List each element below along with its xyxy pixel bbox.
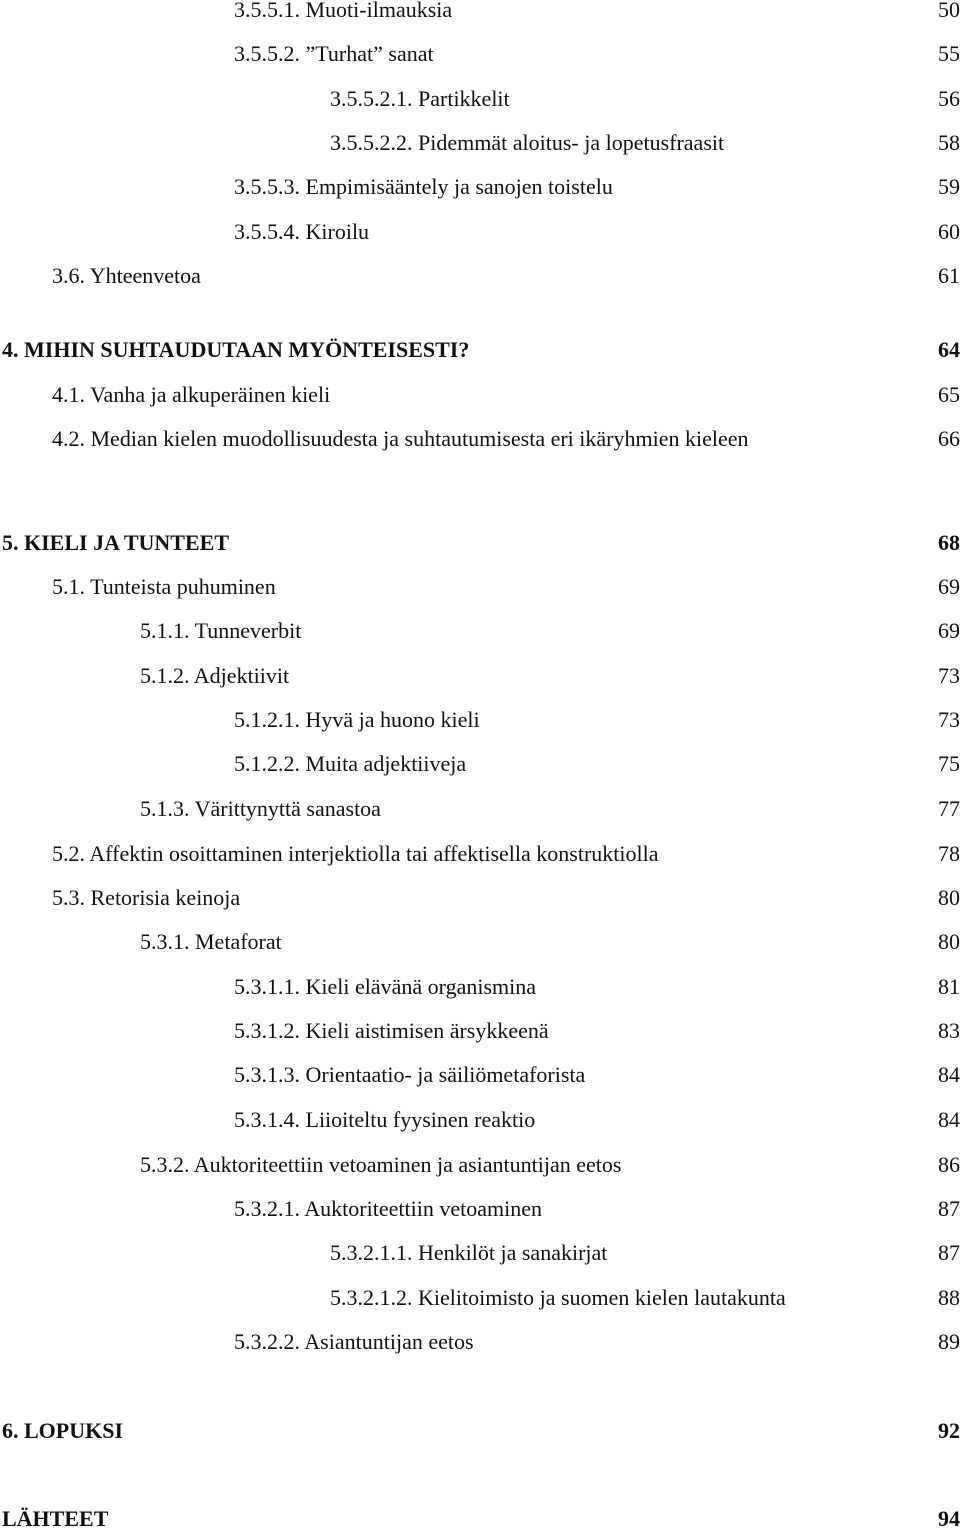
toc-entry bbox=[0, 261, 960, 291]
toc-entry bbox=[0, 1327, 960, 1357]
toc-entry-number: 3.5.5.1. bbox=[234, 0, 300, 22]
toc-page-number: 86 bbox=[938, 1152, 960, 1177]
toc-entry-title: Henkilöt ja sanakirjat bbox=[418, 1240, 608, 1265]
toc-entry bbox=[0, 335, 960, 365]
toc-entry bbox=[0, 1283, 960, 1313]
toc-page-number: 64 bbox=[938, 337, 960, 362]
toc-entry-number: 5.3.1. bbox=[140, 929, 190, 954]
toc-entry-number: 5.1. bbox=[52, 574, 85, 599]
toc-entry-title: Affektin osoittaminen interjektiolla tai affektisella konstruktiolla bbox=[89, 841, 659, 866]
toc-entry-title: Tunteista puhuminen bbox=[90, 574, 276, 599]
toc-entry-title: Partikkelit bbox=[418, 86, 510, 111]
toc-entry-label bbox=[52, 883, 240, 913]
toc-entry-title: Kielitoimisto ja suomen kielen lautakunta bbox=[418, 1285, 786, 1310]
toc-entry-label bbox=[234, 1016, 549, 1046]
toc-entry bbox=[0, 172, 960, 202]
toc-page-number: 59 bbox=[938, 174, 960, 199]
toc-entry-label bbox=[330, 84, 510, 114]
toc-entry-number: 3.5.5.2.1. bbox=[330, 86, 413, 111]
toc-page-number: 73 bbox=[938, 707, 960, 732]
toc-entry-label bbox=[140, 616, 301, 646]
toc-page-number: 80 bbox=[938, 929, 960, 954]
toc-entry-number: 5.3.2.2. bbox=[234, 1329, 300, 1354]
toc-entry-title: Orientaatio- ja säiliömetaforista bbox=[305, 1062, 586, 1087]
toc-page-number: 87 bbox=[938, 1196, 960, 1221]
toc-entry-title: Muoti-ilmauksia bbox=[305, 0, 453, 22]
toc-entry-label bbox=[234, 1060, 585, 1090]
toc-entry-label bbox=[234, 0, 452, 25]
toc-entry-title: Metaforat bbox=[195, 929, 282, 954]
toc-entry-number: 6. bbox=[2, 1418, 19, 1443]
toc-page-number: 78 bbox=[938, 841, 960, 866]
toc-page-number: 56 bbox=[938, 86, 960, 111]
toc-entry-number: 3.6. bbox=[52, 263, 85, 288]
toc-entry-label bbox=[234, 172, 613, 202]
toc-entry bbox=[0, 217, 960, 247]
toc-entry bbox=[0, 424, 960, 454]
toc-entry-title: Empimisääntely ja sanojen toistelu bbox=[305, 174, 613, 199]
toc-entry-title: KIELI JA TUNTEET bbox=[24, 530, 230, 555]
toc-entry-title: Muita adjektiiveja bbox=[305, 751, 467, 776]
toc-entry-title: Kieli elävänä organismina bbox=[305, 974, 537, 999]
toc-entry bbox=[0, 572, 960, 602]
toc-entry-number: 5.3.2.1.1. bbox=[330, 1240, 413, 1265]
toc-entry-number: 5.1.2.2. bbox=[234, 751, 300, 776]
toc-entry-number: 5.3.1.4. bbox=[234, 1107, 300, 1132]
toc-entry-title: Adjektiivit bbox=[193, 663, 290, 688]
toc-entry bbox=[0, 1238, 960, 1268]
toc-entry-label bbox=[234, 1105, 535, 1135]
toc-entry bbox=[0, 1060, 960, 1090]
toc-entry-title: Auktoriteettiin vetoaminen ja asiantuntijan eetos bbox=[193, 1152, 622, 1177]
toc-entry-title: Yhteenvetoa bbox=[89, 263, 201, 288]
toc-page-number: 84 bbox=[938, 1107, 960, 1132]
toc-entry-label bbox=[140, 1150, 621, 1180]
toc-entry-number: 3.5.5.4. bbox=[234, 219, 300, 244]
toc-entry-title: LOPUKSI bbox=[24, 1418, 124, 1443]
toc-entry-title: Värittynyttä sanastoa bbox=[194, 796, 381, 821]
toc-entry bbox=[0, 705, 960, 735]
toc-page-number: 81 bbox=[938, 974, 960, 999]
toc-entry-title: Asiantuntijan eetos bbox=[304, 1329, 474, 1354]
toc-entry-number: 5. bbox=[2, 530, 19, 555]
toc-entry-title: Pidemmät aloitus- ja lopetusfraasit bbox=[418, 130, 725, 155]
toc-entry bbox=[0, 1194, 960, 1224]
toc-page-number: 69 bbox=[938, 618, 960, 643]
toc-page-number: 65 bbox=[938, 382, 960, 407]
toc-entry-title: Liioiteltu fyysinen reaktio bbox=[305, 1107, 536, 1132]
toc-entry-number: 5.3.2. bbox=[140, 1152, 190, 1177]
toc-entry-number: 5.3.2.1.2. bbox=[330, 1285, 413, 1310]
toc-entry bbox=[0, 380, 960, 410]
toc-entry-title: Vanha ja alkuperäinen kieli bbox=[90, 382, 331, 407]
toc-entry bbox=[0, 661, 960, 691]
toc-entry-label bbox=[2, 335, 469, 365]
toc-entry-number: 5.1.3. bbox=[140, 796, 190, 821]
toc-entry-number: 5.1.1. bbox=[140, 618, 190, 643]
toc-page-number: 69 bbox=[938, 574, 960, 599]
toc-entry bbox=[0, 528, 960, 558]
toc-entry-label bbox=[140, 661, 289, 691]
toc-entry-title: Auktoriteettiin vetoaminen bbox=[304, 1196, 542, 1221]
toc-entry-number: 5.3.1.2. bbox=[234, 1018, 300, 1043]
toc-entry-number: 5.3.1.3. bbox=[234, 1062, 300, 1087]
toc-entry-title: Kiroilu bbox=[305, 219, 370, 244]
toc-page-number: 84 bbox=[938, 1062, 960, 1087]
toc-entry-number: 3.5.5.2.2. bbox=[330, 130, 413, 155]
toc-entry-number: 5.3. bbox=[52, 885, 85, 910]
toc-page-number: 60 bbox=[938, 219, 960, 244]
toc-entry bbox=[0, 749, 960, 779]
toc-entry bbox=[0, 1105, 960, 1135]
toc-entry bbox=[0, 39, 960, 69]
toc-entry-label bbox=[140, 794, 381, 824]
toc-entry bbox=[0, 794, 960, 824]
toc-entry-title: Hyvä ja huono kieli bbox=[305, 707, 480, 732]
toc-page-number: 61 bbox=[938, 263, 960, 288]
toc-entry-label bbox=[330, 1238, 607, 1268]
toc-entry-label bbox=[52, 424, 749, 454]
toc-entry bbox=[0, 84, 960, 114]
toc-entry bbox=[0, 1504, 960, 1534]
toc-entry-title: Median kielen muodollisuudesta ja suhtautumisesta eri ikäryhmien kieleen bbox=[90, 426, 749, 451]
toc-page-number: 75 bbox=[938, 751, 960, 776]
toc-page-number: 87 bbox=[938, 1240, 960, 1265]
toc-page-number: 68 bbox=[938, 530, 960, 555]
toc-entry-label bbox=[52, 261, 201, 291]
toc-page-number: 83 bbox=[938, 1018, 960, 1043]
toc-entry-title: LÄHTEET bbox=[2, 1506, 109, 1531]
toc-page-number: 55 bbox=[938, 41, 960, 66]
toc-entry-number: 5.2. bbox=[52, 841, 85, 866]
toc-entry-label bbox=[52, 572, 276, 602]
toc-entry-title: Kieli aistimisen ärsykkeenä bbox=[305, 1018, 549, 1043]
toc-entry-label bbox=[330, 128, 724, 158]
toc-entry bbox=[0, 128, 960, 158]
toc-entry-number: 5.3.2.1. bbox=[234, 1196, 300, 1221]
toc-entry-label bbox=[234, 972, 536, 1002]
toc-page-number: 80 bbox=[938, 885, 960, 910]
toc-entry-number: 5.3.1.1. bbox=[234, 974, 300, 999]
toc-entry-number: 5.1.2.1. bbox=[234, 707, 300, 732]
toc-entry-label bbox=[234, 1327, 474, 1357]
toc-entry-number: 3.5.5.2. bbox=[234, 41, 300, 66]
toc-entry bbox=[0, 616, 960, 646]
toc-entry-number: 4.1. bbox=[52, 382, 85, 407]
toc-entry bbox=[0, 883, 960, 913]
toc-entry-number: 4. bbox=[2, 337, 19, 362]
toc-entry-label bbox=[234, 217, 369, 247]
toc-page-number: 73 bbox=[938, 663, 960, 688]
toc-entry bbox=[0, 1416, 960, 1446]
toc-entry bbox=[0, 0, 960, 25]
toc-page-number: 88 bbox=[938, 1285, 960, 1310]
toc-entry bbox=[0, 1016, 960, 1046]
toc-entry-number: 3.5.5.3. bbox=[234, 174, 300, 199]
toc-entry-label bbox=[2, 528, 229, 558]
toc-entry bbox=[0, 1150, 960, 1180]
toc-entry bbox=[0, 972, 960, 1002]
toc-page-number: 66 bbox=[938, 426, 960, 451]
toc-entry-label bbox=[234, 39, 434, 69]
toc-page-number: 94 bbox=[938, 1506, 960, 1531]
toc-page-number: 89 bbox=[938, 1329, 960, 1354]
toc-page-number: 92 bbox=[938, 1418, 960, 1443]
toc-entry bbox=[0, 839, 960, 869]
toc-entry-label bbox=[2, 1416, 123, 1446]
toc-page-number: 50 bbox=[938, 0, 960, 22]
toc-entry-label bbox=[234, 1194, 542, 1224]
toc-entry-label bbox=[52, 380, 330, 410]
toc-entry-title: ”Turhat” sanat bbox=[305, 41, 434, 66]
toc-entry-label bbox=[234, 749, 466, 779]
toc-entry-label bbox=[52, 839, 659, 869]
toc-entry-title: Tunneverbit bbox=[194, 618, 302, 643]
toc-entry bbox=[0, 927, 960, 957]
toc-entry-label bbox=[330, 1283, 786, 1313]
toc-entry-title: Retorisia keinoja bbox=[90, 885, 241, 910]
toc-entry-number: 4.2. bbox=[52, 426, 85, 451]
toc-entry-label bbox=[234, 705, 480, 735]
toc-entry-number: 5.1.2. bbox=[140, 663, 190, 688]
toc-entry-label bbox=[140, 927, 282, 957]
toc-entry-label bbox=[2, 1504, 108, 1534]
toc-entry-title: MIHIN SUHTAUDUTAAN MYÖNTEISESTI? bbox=[24, 337, 470, 362]
toc-page-number: 58 bbox=[938, 130, 960, 155]
toc-page-number: 77 bbox=[938, 796, 960, 821]
